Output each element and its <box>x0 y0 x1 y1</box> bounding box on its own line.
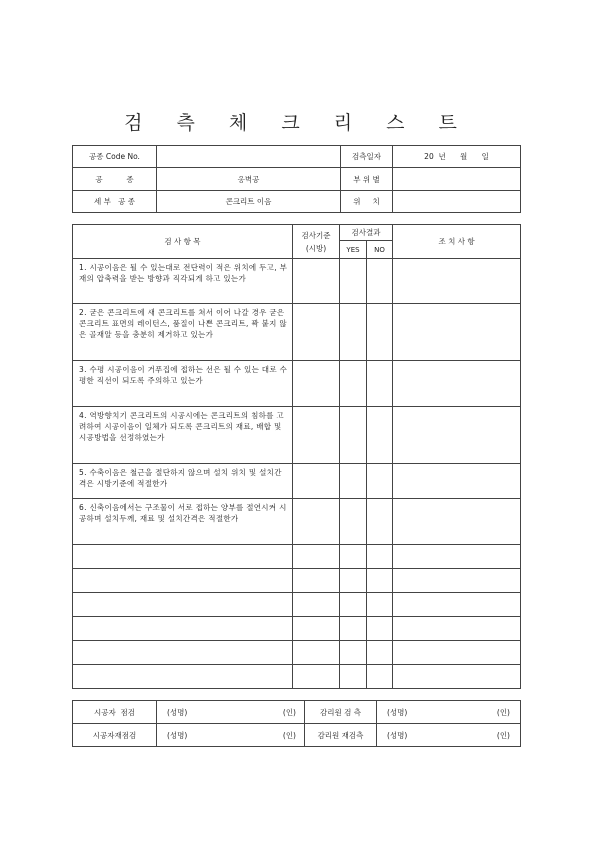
empty-cell[interactable] <box>367 641 393 665</box>
supervisor-recheck-name-field[interactable]: (성명) <box>377 724 457 747</box>
empty-cell[interactable] <box>293 665 340 689</box>
check-item-4: 4. 역방향치기 콘크리트의 시공시에는 콘크리트의 침하를 고려하여 시공이음이 일체가 되도록 콘크리트의 재료, 배합 및 시공방법을 선정하였는가 <box>73 407 293 464</box>
table-row <box>73 464 521 499</box>
col-standard-header <box>293 225 340 259</box>
col-standard-sub: (시방) <box>305 243 327 253</box>
empty-cell[interactable] <box>393 641 521 665</box>
empty-cell[interactable] <box>340 569 367 593</box>
detail-label: 세 부 공 종 <box>73 191 157 213</box>
empty-cell[interactable] <box>340 545 367 569</box>
table-row <box>73 304 521 361</box>
empty-cell[interactable] <box>340 641 367 665</box>
contractor-seal[interactable]: (인) <box>237 701 305 724</box>
empty-cell[interactable] <box>393 665 521 689</box>
col-result-header: 검사결과 <box>340 225 393 241</box>
code-value[interactable] <box>157 146 341 168</box>
empty-row <box>73 617 521 641</box>
contractor-recheck-label: 시공자재점검 <box>73 724 157 747</box>
supervisor-check-label: 감리원 검 측 <box>305 701 377 724</box>
empty-cell[interactable] <box>340 665 367 689</box>
empty-cell[interactable] <box>367 665 393 689</box>
work-label: 공 종 <box>73 168 157 191</box>
empty-cell[interactable] <box>393 617 521 641</box>
yes-cell[interactable] <box>340 407 367 464</box>
action-cell[interactable] <box>393 499 521 545</box>
table-row <box>73 259 521 304</box>
header-table <box>72 145 521 213</box>
yes-cell[interactable] <box>340 304 367 361</box>
empty-cell[interactable] <box>367 593 393 617</box>
empty-cell[interactable] <box>293 617 340 641</box>
no-cell[interactable] <box>367 499 393 545</box>
supervisor-recheck-seal[interactable]: (인) <box>457 724 521 747</box>
empty-row <box>73 545 521 569</box>
contractor-recheck-seal[interactable]: (인) <box>237 724 305 747</box>
empty-cell[interactable] <box>293 569 340 593</box>
col-item-header: 검 사 항 목 <box>73 225 293 259</box>
supervisor-seal[interactable]: (인) <box>457 701 521 724</box>
standard-cell[interactable] <box>293 361 340 407</box>
check-item-1: 1. 시공이음은 될 수 있는대로 전단력이 적은 위치에 두고, 부재의 압축력을 받는 방향과 직각되게 하고 있는가 <box>73 259 293 304</box>
detail-value[interactable]: 콘크리트 이음 <box>157 191 341 213</box>
empty-cell[interactable] <box>293 545 340 569</box>
empty-cell[interactable] <box>340 593 367 617</box>
contractor-check-label: 시공자 점검 <box>73 701 157 724</box>
page-title: 검 측 체 크 리 스 트 <box>124 112 471 134</box>
check-item-6: 6. 신축이음에서는 구조물이 서로 접하는 양부를 절연시켜 시공하며 설치두께, 재료 및 설치간격은 적절한가 <box>73 499 293 545</box>
empty-row <box>73 665 521 689</box>
col-action-header: 조 치 사 항 <box>393 225 521 259</box>
standard-cell[interactable] <box>293 259 340 304</box>
empty-cell[interactable] <box>73 665 293 689</box>
empty-cell[interactable] <box>73 545 293 569</box>
empty-row <box>73 641 521 665</box>
empty-cell[interactable] <box>73 617 293 641</box>
empty-cell[interactable] <box>393 593 521 617</box>
col-yes-header: YES <box>340 241 367 259</box>
signature-table <box>72 700 521 747</box>
empty-cell[interactable] <box>293 641 340 665</box>
check-item-2: 2. 굳은 콘크리트에 새 콘크리트를 쳐서 이어 나갈 경우 굳은 콘크리트 표면의 레이턴스, 품질이 나쁜 콘크리트, 꽉 붙지 않은 골재알 등을 충분히 제거하고 있는가 <box>73 304 293 361</box>
action-cell[interactable] <box>393 304 521 361</box>
col-standard-label: 검사기준 <box>301 230 331 240</box>
action-cell[interactable] <box>393 464 521 499</box>
table-row <box>73 361 521 407</box>
empty-cell[interactable] <box>73 593 293 617</box>
empty-cell[interactable] <box>367 545 393 569</box>
empty-cell[interactable] <box>393 569 521 593</box>
table-row <box>73 499 521 545</box>
part-value[interactable] <box>393 168 521 191</box>
supervisor-recheck-label: 감리원 재검측 <box>305 724 377 747</box>
empty-cell[interactable] <box>340 617 367 641</box>
code-label: 공종 Code No. <box>73 146 157 168</box>
action-cell[interactable] <box>393 361 521 407</box>
standard-cell[interactable] <box>293 499 340 545</box>
no-cell[interactable] <box>367 304 393 361</box>
yes-cell[interactable] <box>340 464 367 499</box>
no-cell[interactable] <box>367 259 393 304</box>
empty-cell[interactable] <box>73 641 293 665</box>
empty-cell[interactable] <box>293 593 340 617</box>
yes-cell[interactable] <box>340 259 367 304</box>
yes-cell[interactable] <box>340 499 367 545</box>
date-label: 검측일자 <box>341 146 393 168</box>
action-cell[interactable] <box>393 259 521 304</box>
empty-row <box>73 569 521 593</box>
location-value[interactable] <box>393 191 521 213</box>
standard-cell[interactable] <box>293 464 340 499</box>
col-no-header: NO <box>367 241 393 259</box>
check-item-5: 5. 수축이음은 철근을 절단하지 않으며 설치 위치 및 설치간격은 시방기준에 적절한가 <box>73 464 293 499</box>
empty-cell[interactable] <box>73 569 293 593</box>
no-cell[interactable] <box>367 407 393 464</box>
supervisor-name-field[interactable]: (성명) <box>377 701 457 724</box>
checklist-table <box>72 224 521 689</box>
contractor-name-field[interactable]: (성명) <box>157 701 237 724</box>
standard-cell[interactable] <box>293 304 340 361</box>
empty-cell[interactable] <box>367 617 393 641</box>
work-value[interactable]: 옹벽공 <box>157 168 341 191</box>
yes-cell[interactable] <box>340 361 367 407</box>
check-item-3: 3. 수평 시공이음이 거푸집에 접하는 선은 될 수 있는 대로 수평한 직선이 되도록 주의하고 있는가 <box>73 361 293 407</box>
empty-cell[interactable] <box>393 545 521 569</box>
empty-row <box>73 593 521 617</box>
location-label: 위 치 <box>341 191 393 213</box>
standard-cell[interactable] <box>293 407 340 464</box>
contractor-recheck-name-field[interactable]: (성명) <box>157 724 237 747</box>
no-cell[interactable] <box>367 464 393 499</box>
part-label: 부 위 별 <box>341 168 393 191</box>
date-value[interactable]: 20 년 월 일 <box>393 146 521 168</box>
no-cell[interactable] <box>367 361 393 407</box>
table-row <box>73 407 521 464</box>
empty-cell[interactable] <box>367 569 393 593</box>
action-cell[interactable] <box>393 407 521 464</box>
